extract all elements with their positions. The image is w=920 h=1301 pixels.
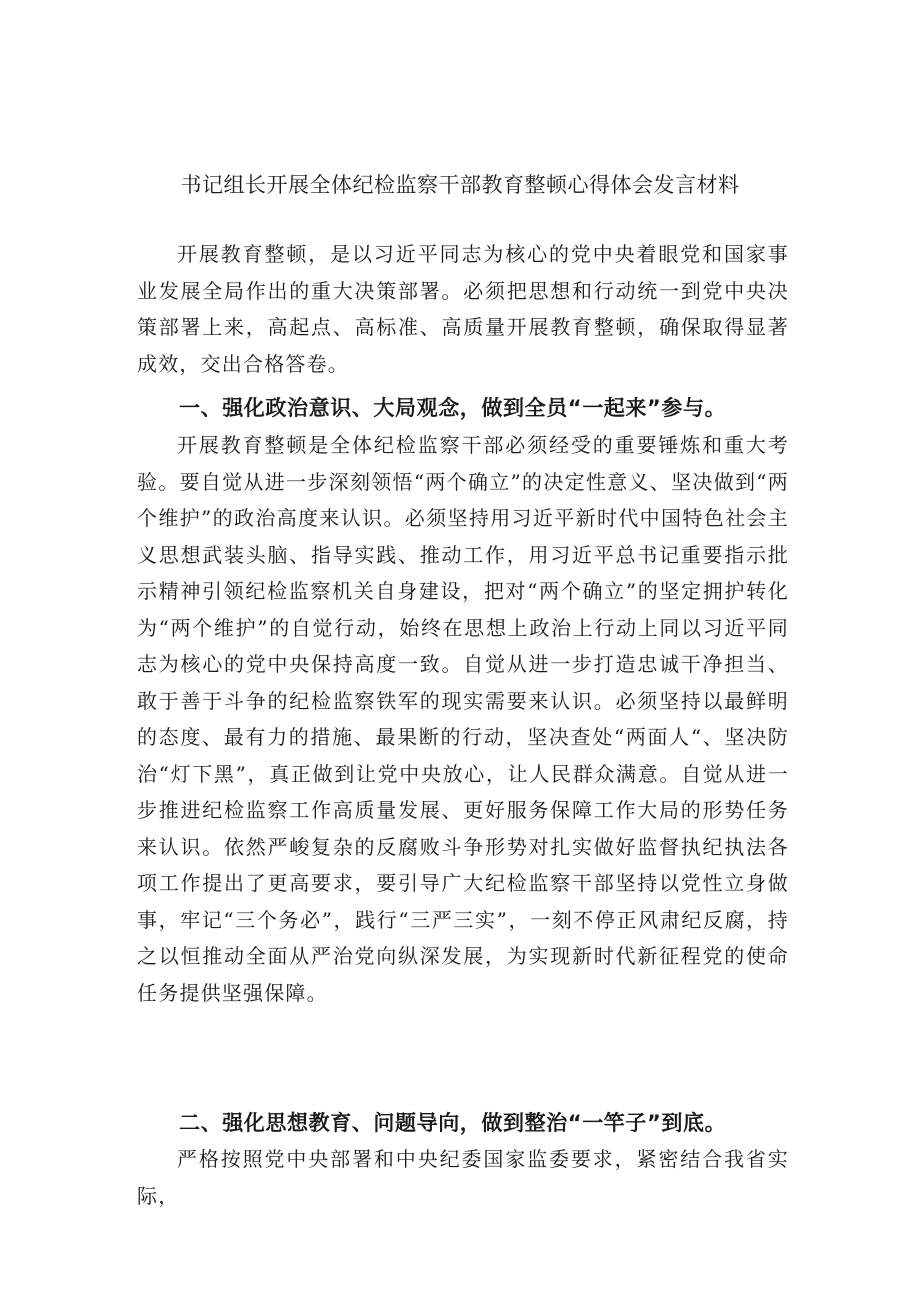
- section-heading-2: 二、强化思想教育、问题导向，做到整治“一竿子”到底。: [179, 1111, 727, 1135]
- intro-paragraph: 开展教育整顿，是以习近平同志为核心的党中央着眼党和国家事业发展全局作出的重大决策部署。必须把思想和行动统一到党中央决策部署上来，高起点、高标准、高质量开展教育整顿，确保取得显著成效，交出合格答卷。: [137, 242, 789, 376]
- section-2-paragraph: 严格按照党中央部署和中央纪委国家监委要求，紧密结合我省实际，: [137, 1147, 789, 1208]
- document-title: 书记组长开展全体纪检监察干部教育整顿心得体会发言材料: [180, 173, 740, 197]
- section-heading-1: 一、强化政治意识、大局观念，做到全员“一起来”参与。: [179, 396, 727, 420]
- section-1-paragraph: 开展教育整顿是全体纪检监察干部必须经受的重要锤炼和重大考验。要自觉从进一步深刻领悟“两个确立”的决定性意义、坚决做到“两个维护”的政治高度来认识。必须坚持用习近平新时代中国特色社会主义思想武装头脑、指导实践、推动工作，用习近平总书记重要指示批示精神引领纪检监察机关自身建设，把对“两个确立”的坚定拥护转化为“两个维护”的自觉行动，始终在思想上政治上行动上同以习近平同志为核心的党中央保持高度一致。自觉从进一步打造忠诚干净担当、敢于善于斗争的纪检监察铁军的现实需要来认识。必须坚持以最鲜明的态度、最有力的措施、最果断的行动，坚决查处“两面人“、坚决防治“灯下黑”，真正做到让党中央放心，让人民群众满意。自觉从进一步推进纪检监察工作高质量发展、更好服务保障工作大局的形势任务来认识。依然严峻复杂的反腐败斗争形势对扎实做好监督执纪执法各项工作提出了更高要求，要引导广大纪检监察干部坚持以党性立身做事，牢记“三个务必”，践行“三严三实”，一刻不停正风肃纪反腐，持之以恒推动全面从严治党向纵深发展，为实现新时代新征程党的使命任务提供坚强保障。: [137, 433, 789, 1005]
